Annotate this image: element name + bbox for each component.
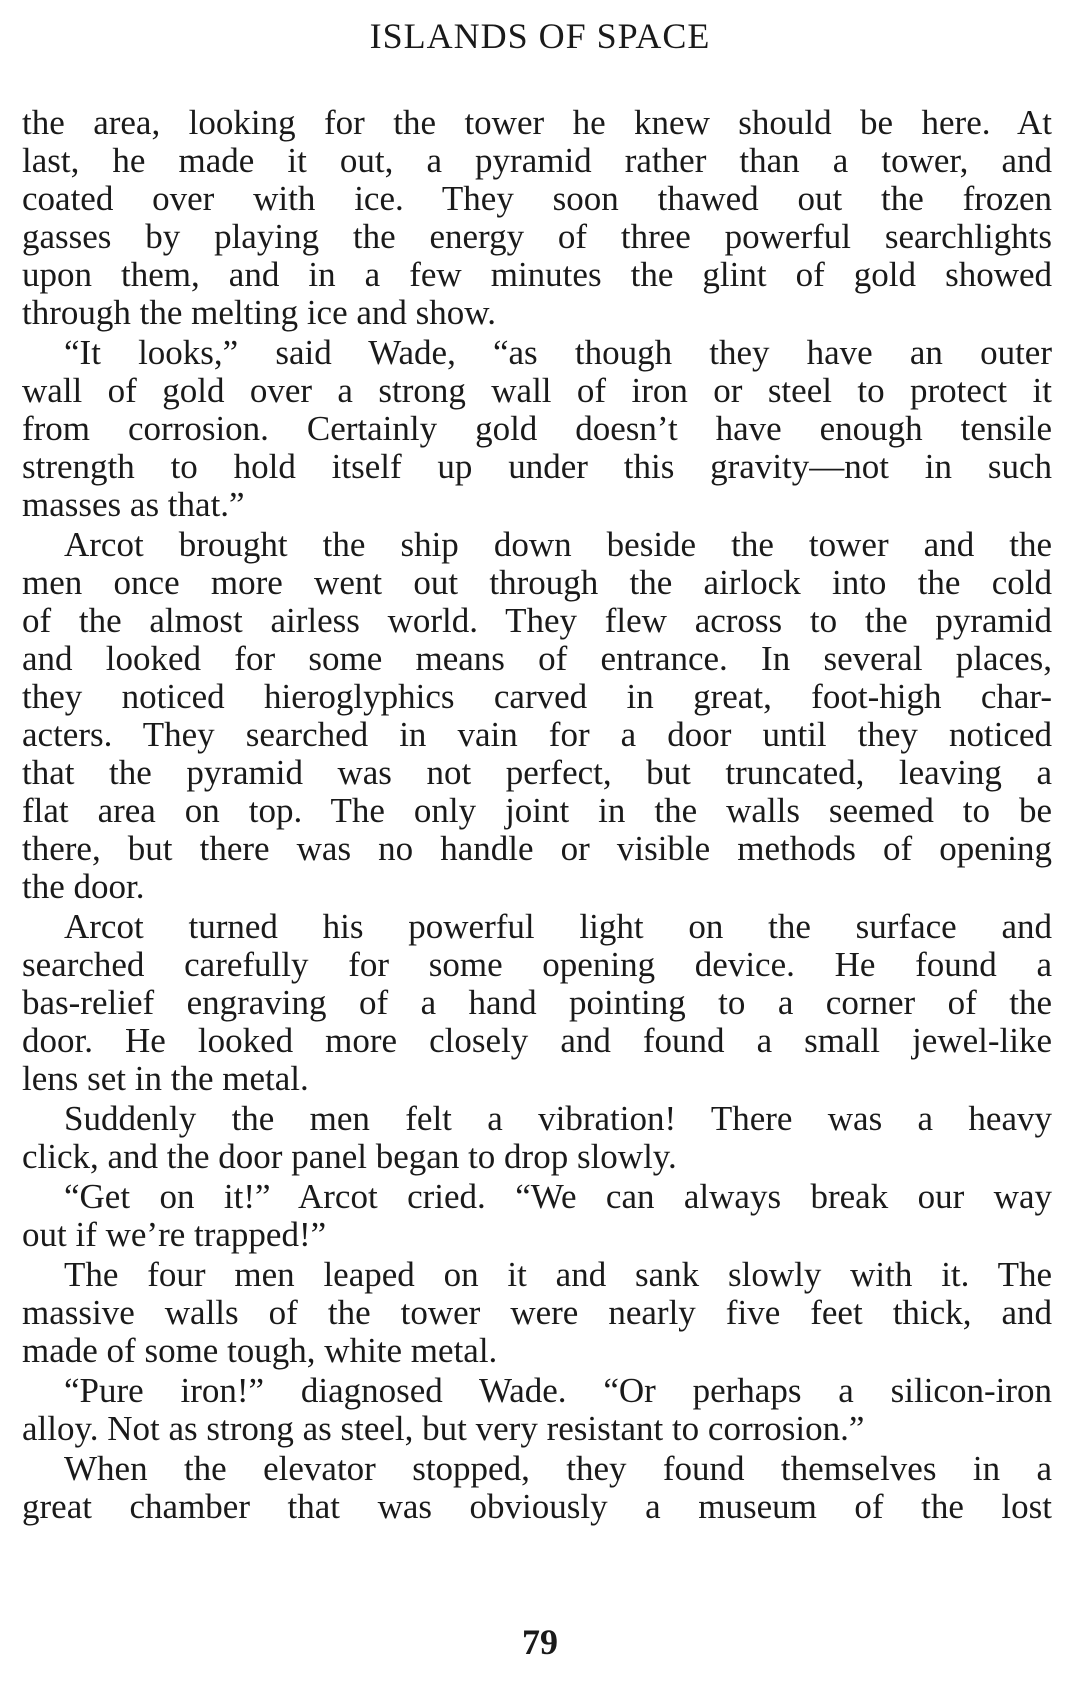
text-line: last, he made it out, a pyramid rather than a tower, and xyxy=(22,142,1052,180)
text-line: masses as that.” xyxy=(22,486,245,524)
text-line: alloy. Not as strong as steel, but very resistant to corrosion.” xyxy=(22,1410,865,1448)
text-line: upon them, and in a few minutes the glint of gold showed xyxy=(22,256,1052,294)
text-line: When the elevator stopped, they found themselves in a xyxy=(64,1450,1052,1488)
paragraph xyxy=(22,1256,1052,1370)
text-line: “It looks,” said Wade, “as though they have an outer xyxy=(64,334,1052,372)
text-line: of the almost airless world. They flew across to the pyramid xyxy=(22,602,1052,640)
text-line: click, and the door panel began to drop slowly. xyxy=(22,1138,677,1176)
text-line: there, but there was no handle or visible methods of opening xyxy=(22,830,1052,868)
text-line: The four men leaped on it and sank slowly with it. The xyxy=(64,1256,1052,1294)
text-line: Arcot turned his powerful light on the surface and xyxy=(64,908,1052,946)
text-line: coated over with ice. They soon thawed out the frozen xyxy=(22,180,1052,218)
paragraph xyxy=(22,1178,1052,1254)
text-line: door. He looked more closely and found a small jewel-like xyxy=(22,1022,1052,1060)
text-line: Suddenly the men felt a vibration! There was a heavy xyxy=(64,1100,1052,1138)
paragraph xyxy=(22,908,1052,1098)
text-line: that the pyramid was not perfect, but truncated, leaving a xyxy=(22,754,1052,792)
text-line: “Pure iron!” diagnosed Wade. “Or perhaps a silicon-iron xyxy=(64,1372,1052,1410)
text-line: through the melting ice and show. xyxy=(22,294,497,332)
text-line: made of some tough, white metal. xyxy=(22,1332,498,1370)
text-line: strength to hold itself up under this gravity—not in such xyxy=(22,448,1052,486)
text-line: lens set in the metal. xyxy=(22,1060,309,1098)
text-line: they noticed hieroglyphics carved in great, foot-high char- xyxy=(22,678,1052,716)
text-line: out if we’re trapped!” xyxy=(22,1216,327,1254)
text-line: gasses by playing the energy of three powerful searchlights xyxy=(22,218,1052,256)
text-line: from corrosion. Certainly gold doesn’t have enough tensile xyxy=(22,410,1052,448)
text-line: searched carefully for some opening device. He found a xyxy=(22,946,1052,984)
text-line: acters. They searched in vain for a door until they noticed xyxy=(22,716,1052,754)
text-line: flat area on top. The only joint in the walls seemed to be xyxy=(22,792,1052,830)
paragraph xyxy=(22,1100,1052,1176)
page-number: 79 xyxy=(522,1622,558,1662)
text-line: men once more went out through the airlock into the cold xyxy=(22,564,1052,602)
text-line: bas-relief engraving of a hand pointing to a corner of the xyxy=(22,984,1052,1022)
paragraph xyxy=(22,1372,1052,1448)
paragraph xyxy=(22,1450,1052,1526)
running-title: ISLANDS OF SPACE xyxy=(369,16,711,56)
paragraph xyxy=(22,526,1052,906)
text-line: great chamber that was obviously a museum of the lost xyxy=(22,1488,1052,1526)
text-line: the area, looking for the tower he knew should be here. At xyxy=(22,104,1052,142)
text-line: massive walls of the tower were nearly five feet thick, and xyxy=(22,1294,1052,1332)
text-line: wall of gold over a strong wall of iron or steel to protect it xyxy=(22,372,1052,410)
text-line: and looked for some means of entrance. In several places, xyxy=(22,640,1052,678)
paragraph xyxy=(22,104,1052,332)
text-line: the door. xyxy=(22,868,145,906)
paragraph xyxy=(22,334,1052,524)
text-line: “Get on it!” Arcot cried. “We can always break our way xyxy=(64,1178,1052,1216)
body-text xyxy=(22,104,1052,1528)
text-line: Arcot brought the ship down beside the tower and the xyxy=(64,526,1052,564)
